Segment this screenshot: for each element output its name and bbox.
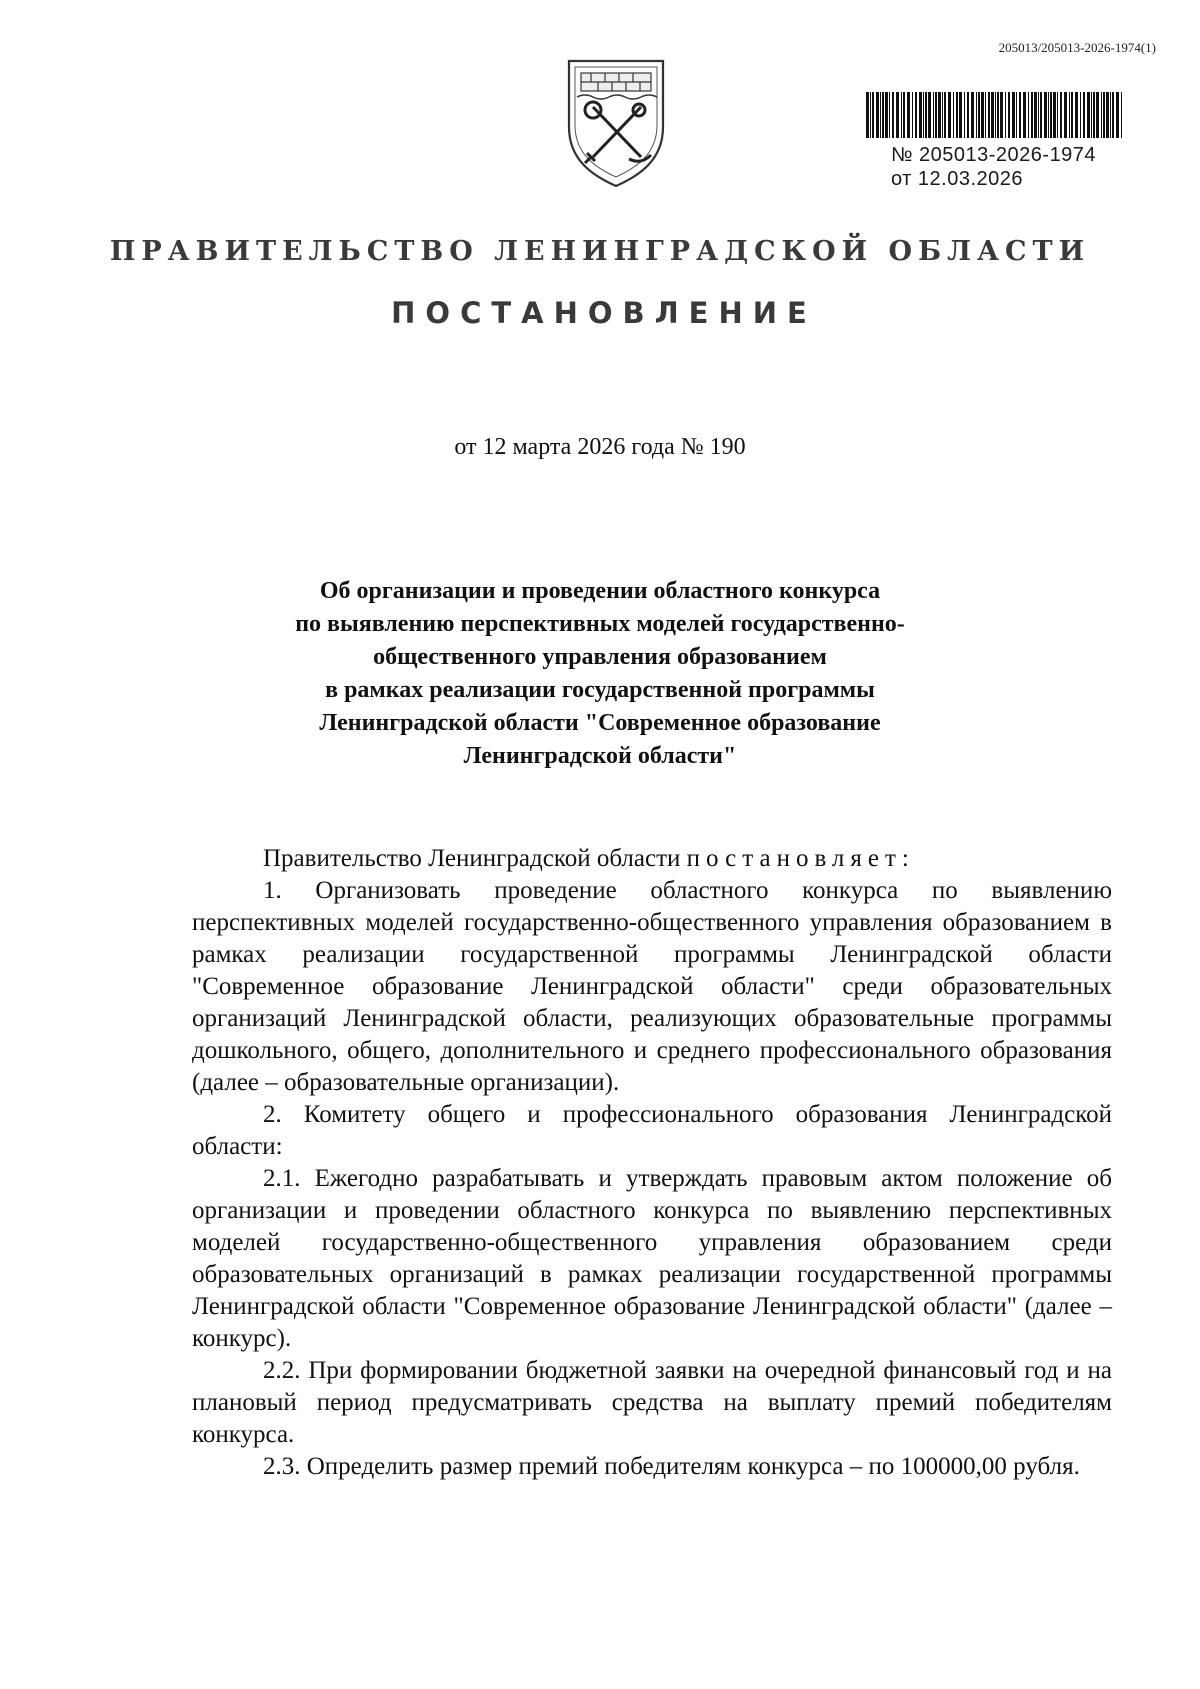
- title-line: общественного управления образованием: [373, 644, 827, 670]
- paragraph-2-2: 2.2. При формировании бюджетной заявки на очередной финансовый год и на плановый период предусматривать средства на выплату премий победителям конкурса.: [192, 1357, 1112, 1448]
- title-line: по выявлению перспективных моделей государственно-: [295, 611, 905, 637]
- document-reference: 205013/205013-2026-1974(1): [998, 40, 1156, 55]
- registration-number: № 205013-2026-1974: [891, 144, 1097, 166]
- title-line: в рамках реализации государственной программы: [325, 677, 875, 703]
- paragraph-2: 2. Комитету общего и профессионального образования Ленинградской области:: [192, 1101, 1112, 1160]
- government-heading: ПРАВИТЕЛЬСТВО ЛЕНИНГРАДСКОЙ ОБЛАСТИ: [109, 236, 1091, 267]
- decree-title: [215, 575, 985, 773]
- title-line: Ленинградской области "Современное образование: [319, 710, 881, 736]
- registration-date: от 12.03.2026: [891, 168, 1023, 190]
- document-type-heading: ПОСТАНОВЛЕНИЕ: [391, 296, 817, 330]
- paragraph-2-1: 2.1. Ежегодно разрабатывать и утверждать правовым актом положение об организации и проведении областного конкурса по выявлению перспективных моделей государственно-общественного управления образованием среди образовательных организаций в рамках реализации государственной программы Ленинградской области "Современное образование Ленинградской области" (далее – конкурс).: [192, 1165, 1112, 1352]
- paragraph-1: 1. Организовать проведение областного конкурса по выявлению перспективных моделей государственно-общественного управления образованием в рамках реализации государственной программы Ленинградской области "Современное образование Ленинградской области" среди образовательных организаций Ленинградской области, реализующих образовательные программы дошкольного, общего, дополнительного и среднего профессионального образования (далее – образовательные организации).: [192, 877, 1112, 1096]
- paragraph-2-3: 2.3. Определить размер премий победителям конкурса – по 100000,00 рубля.: [263, 1453, 1080, 1480]
- barcode-icon: [866, 92, 1126, 138]
- preamble-text: Правительство Ленинградской области: [263, 845, 681, 872]
- coat-of-arms-icon: [563, 55, 669, 190]
- preamble-paragraph: [192, 843, 1112, 875]
- preamble-verb: постановляет:: [686, 845, 915, 872]
- registration-block: [891, 143, 1096, 191]
- decree-body: [192, 843, 1112, 1483]
- title-line: Об организации и проведении областного конкурса: [319, 578, 881, 604]
- title-line: Ленинградской области": [463, 743, 737, 769]
- decree-date-number: от 12 марта 2026 года № 190: [454, 434, 746, 460]
